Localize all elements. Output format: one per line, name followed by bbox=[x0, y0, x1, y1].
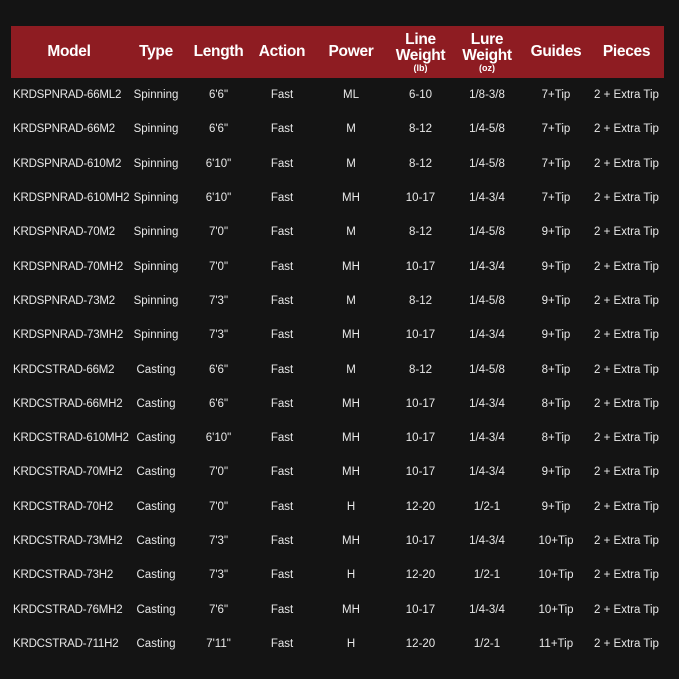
cell-model: KRDSPNRAD-610MH2 bbox=[13, 192, 130, 205]
table-row bbox=[11, 249, 664, 283]
cell-lure-weight: 1/4-5/8 bbox=[469, 123, 505, 136]
cell-power: ML bbox=[343, 89, 359, 102]
cell-lure-weight: 1/4-5/8 bbox=[469, 363, 505, 376]
cell-line-weight: 10-17 bbox=[405, 397, 436, 410]
cell-action: Fast bbox=[270, 363, 294, 376]
cell-length: 7'0" bbox=[208, 260, 229, 273]
cell-line-weight: 8-12 bbox=[408, 294, 433, 307]
cell-line-weight: 10-17 bbox=[405, 466, 436, 479]
cell-lure-weight: 1/4-3/4 bbox=[469, 260, 505, 273]
cell-action: Fast bbox=[270, 226, 294, 239]
cell-power: M bbox=[346, 363, 356, 376]
cell-line-weight: 10-17 bbox=[405, 260, 436, 273]
table-row bbox=[11, 490, 664, 524]
table-row bbox=[11, 78, 664, 112]
table-row bbox=[11, 318, 664, 352]
cell-action: Fast bbox=[270, 157, 294, 170]
table-row bbox=[11, 147, 664, 181]
cell-power: MH bbox=[342, 260, 360, 273]
cell-model: KRDSPNRAD-70MH2 bbox=[13, 260, 124, 273]
cell-lure-weight: 1/4-5/8 bbox=[469, 294, 505, 307]
cell-pieces: 2 + Extra Tip bbox=[594, 89, 659, 102]
cell-pieces: 2 + Extra Tip bbox=[594, 432, 659, 445]
cell-type: Spinning bbox=[133, 157, 179, 170]
cell-guides: 8+Tip bbox=[541, 363, 571, 376]
cell-lure-weight: 1/4-3/4 bbox=[469, 535, 505, 547]
cell-type: Casting bbox=[136, 363, 176, 376]
cell-power: H bbox=[346, 569, 356, 582]
cell-guides: 8+Tip bbox=[541, 397, 571, 410]
cell-model: KRDCSTRAD-73MH2 bbox=[13, 535, 123, 547]
cell-lure-weight: 1/4-3/4 bbox=[469, 603, 505, 616]
cell-power: MH bbox=[342, 603, 360, 616]
cell-length: 6'6" bbox=[208, 397, 229, 410]
cell-length: 7'3" bbox=[208, 329, 229, 342]
table-row bbox=[11, 558, 664, 592]
cell-guides: 8+Tip bbox=[541, 432, 571, 445]
cell-lure-weight: 1/4-3/4 bbox=[469, 432, 505, 445]
cell-model: KRDCSTRAD-711H2 bbox=[13, 637, 119, 650]
cell-guides: 10+Tip bbox=[538, 569, 574, 582]
cell-action: Fast bbox=[270, 89, 294, 102]
cell-action: Fast bbox=[270, 569, 294, 582]
table-header bbox=[11, 26, 664, 78]
cell-guides: 9+Tip bbox=[541, 329, 571, 342]
table-body bbox=[11, 78, 664, 661]
cell-pieces: 2 + Extra Tip bbox=[594, 294, 659, 307]
cell-type: Casting bbox=[136, 535, 176, 547]
table-row bbox=[11, 524, 664, 558]
cell-guides: 9+Tip bbox=[541, 466, 571, 479]
cell-line-weight: 6-10 bbox=[408, 89, 433, 102]
cell-type: Spinning bbox=[133, 226, 179, 239]
cell-action: Fast bbox=[270, 500, 294, 513]
cell-power: H bbox=[346, 500, 356, 513]
cell-power: MH bbox=[342, 397, 360, 410]
cell-pieces: 2 + Extra Tip bbox=[594, 192, 659, 205]
table-row bbox=[11, 352, 664, 386]
cell-model: KRDCSTRAD-66MH2 bbox=[13, 397, 123, 410]
cell-length: 6'6" bbox=[208, 89, 229, 102]
cell-pieces: 2 + Extra Tip bbox=[594, 329, 659, 342]
header-lure-weight bbox=[451, 26, 523, 78]
cell-guides: 7+Tip bbox=[541, 123, 571, 136]
cell-line-weight: 10-17 bbox=[405, 192, 436, 205]
cell-pieces: 2 + Extra Tip bbox=[594, 157, 659, 170]
table-row bbox=[11, 181, 664, 215]
cell-lure-weight: 1/4-3/4 bbox=[469, 397, 505, 410]
cell-line-weight: 8-12 bbox=[408, 226, 433, 239]
header-row bbox=[11, 26, 664, 78]
cell-pieces: 2 + Extra Tip bbox=[594, 466, 659, 479]
cell-power: M bbox=[346, 294, 356, 307]
cell-guides: 7+Tip bbox=[541, 192, 571, 205]
cell-guides: 9+Tip bbox=[541, 260, 571, 273]
table-row bbox=[11, 387, 664, 421]
cell-length: 7'11" bbox=[206, 637, 231, 650]
cell-type: Casting bbox=[136, 603, 176, 616]
cell-model: KRDSPNRAD-66ML2 bbox=[13, 89, 122, 102]
cell-model: KRDSPNRAD-73MH2 bbox=[13, 329, 124, 342]
header-action: Action bbox=[258, 43, 306, 60]
cell-action: Fast bbox=[270, 603, 294, 616]
cell-model: KRDSPNRAD-73M2 bbox=[13, 294, 116, 307]
cell-guides: 11+Tip bbox=[538, 637, 574, 650]
cell-action: Fast bbox=[270, 329, 294, 342]
cell-length: 6'6" bbox=[208, 363, 229, 376]
cell-model: KRDCSTRAD-66M2 bbox=[13, 363, 115, 376]
cell-pieces: 2 + Extra Tip bbox=[594, 500, 659, 513]
cell-lure-weight: 1/8-3/8 bbox=[469, 89, 505, 102]
cell-line-weight: 10-17 bbox=[405, 329, 436, 342]
cell-power: M bbox=[346, 157, 356, 170]
cell-type: Spinning bbox=[133, 123, 179, 136]
cell-action: Fast bbox=[270, 637, 294, 650]
cell-line-weight: 8-12 bbox=[408, 157, 433, 170]
cell-pieces: 2 + Extra Tip bbox=[594, 535, 659, 547]
cell-length: 7'0" bbox=[208, 226, 229, 239]
cell-pieces: 2 + Extra Tip bbox=[594, 637, 659, 650]
cell-lure-weight: 1/2-1 bbox=[473, 500, 501, 513]
cell-type: Casting bbox=[136, 500, 176, 513]
cell-model: KRDSPNRAD-66M2 bbox=[13, 123, 116, 136]
header-line-weight-label: Line Weight bbox=[395, 30, 446, 64]
cell-line-weight: 12-20 bbox=[405, 637, 436, 650]
cell-pieces: 2 + Extra Tip bbox=[594, 569, 659, 582]
table-row bbox=[11, 215, 664, 249]
cell-line-weight: 12-20 bbox=[405, 500, 436, 513]
cell-line-weight: 8-12 bbox=[408, 123, 433, 136]
cell-type: Casting bbox=[136, 466, 176, 479]
cell-lure-weight: 1/4-3/4 bbox=[469, 329, 505, 342]
cell-type: Casting bbox=[136, 637, 176, 650]
cell-guides: 7+Tip bbox=[541, 89, 571, 102]
cell-type: Spinning bbox=[133, 329, 179, 342]
cell-model: KRDSPNRAD-70M2 bbox=[13, 226, 116, 239]
cell-line-weight: 10-17 bbox=[405, 432, 436, 445]
cell-power: H bbox=[346, 637, 356, 650]
cell-action: Fast bbox=[270, 535, 294, 547]
cell-guides: 9+Tip bbox=[541, 500, 571, 513]
cell-guides: 7+Tip bbox=[541, 157, 571, 170]
cell-line-weight: 8-12 bbox=[408, 363, 433, 376]
cell-lure-weight: 1/2-1 bbox=[473, 569, 501, 582]
cell-line-weight: 10-17 bbox=[405, 603, 436, 616]
header-guides: Guides bbox=[530, 43, 582, 60]
table-row bbox=[11, 455, 664, 489]
header-line-weight bbox=[390, 26, 451, 78]
header-pieces: Pieces bbox=[602, 43, 651, 60]
header-type: Type bbox=[139, 43, 173, 60]
rod-spec-table bbox=[11, 26, 664, 661]
table-row bbox=[11, 592, 664, 626]
cell-model: KRDCSTRAD-76MH2 bbox=[13, 603, 123, 616]
cell-action: Fast bbox=[270, 123, 294, 136]
cell-length: 7'3" bbox=[208, 569, 229, 582]
cell-type: Casting bbox=[136, 569, 176, 582]
cell-power: MH bbox=[342, 192, 360, 205]
cell-pieces: 2 + Extra Tip bbox=[594, 397, 659, 410]
cell-action: Fast bbox=[270, 397, 294, 410]
header-power: Power bbox=[328, 43, 374, 60]
cell-action: Fast bbox=[270, 294, 294, 307]
cell-length: 7'3" bbox=[208, 294, 229, 307]
cell-type: Spinning bbox=[133, 294, 179, 307]
header-lure-weight-label: Lure Weight bbox=[462, 30, 512, 64]
header-length: Length bbox=[193, 43, 244, 60]
cell-power: M bbox=[346, 226, 356, 239]
cell-lure-weight: 1/4-5/8 bbox=[469, 157, 505, 170]
cell-pieces: 2 + Extra Tip bbox=[594, 603, 659, 616]
cell-model: KRDCSTRAD-70H2 bbox=[13, 500, 114, 513]
cell-power: MH bbox=[342, 329, 360, 342]
cell-guides: 10+Tip bbox=[538, 603, 574, 616]
cell-power: M bbox=[346, 123, 356, 136]
header-model: Model bbox=[47, 43, 91, 60]
cell-action: Fast bbox=[270, 260, 294, 273]
cell-model: KRDCSTRAD-70MH2 bbox=[13, 466, 123, 479]
cell-guides: 9+Tip bbox=[541, 226, 571, 239]
cell-length: 7'0" bbox=[208, 466, 229, 479]
cell-length: 7'3" bbox=[208, 535, 229, 547]
cell-pieces: 2 + Extra Tip bbox=[594, 123, 659, 136]
cell-action: Fast bbox=[270, 432, 294, 445]
cell-length: 6'6" bbox=[208, 123, 229, 136]
header-line-weight-unit: (lb) bbox=[413, 62, 428, 73]
cell-model: KRDSPNRAD-610M2 bbox=[13, 157, 122, 170]
cell-line-weight: 12-20 bbox=[405, 569, 436, 582]
cell-action: Fast bbox=[270, 192, 294, 205]
cell-lure-weight: 1/4-5/8 bbox=[469, 226, 505, 239]
cell-lure-weight: 1/4-3/4 bbox=[469, 192, 505, 205]
cell-length: 7'0" bbox=[208, 500, 229, 513]
cell-type: Spinning bbox=[133, 89, 179, 102]
cell-type: Casting bbox=[136, 397, 176, 410]
cell-action: Fast bbox=[270, 466, 294, 479]
cell-guides: 9+Tip bbox=[541, 294, 571, 307]
header-lure-weight-unit: (oz) bbox=[479, 62, 495, 73]
cell-length: 6'10" bbox=[205, 157, 232, 170]
cell-model: KRDCSTRAD-73H2 bbox=[13, 569, 114, 582]
cell-lure-weight: 1/4-3/4 bbox=[469, 466, 505, 479]
cell-type: Casting bbox=[136, 432, 176, 445]
cell-pieces: 2 + Extra Tip bbox=[594, 363, 659, 376]
cell-pieces: 2 + Extra Tip bbox=[594, 260, 659, 273]
table-row bbox=[11, 627, 664, 661]
cell-length: 6'10" bbox=[205, 192, 232, 205]
cell-power: MH bbox=[342, 466, 360, 479]
table-row bbox=[11, 112, 664, 146]
cell-power: MH bbox=[342, 432, 360, 445]
cell-lure-weight: 1/2-1 bbox=[473, 637, 501, 650]
cell-model: KRDCSTRAD-610MH2 bbox=[13, 432, 129, 445]
cell-power: MH bbox=[342, 535, 360, 547]
table-row bbox=[11, 421, 664, 455]
cell-line-weight: 10-17 bbox=[405, 535, 436, 547]
cell-type: Spinning bbox=[133, 192, 179, 205]
cell-length: 7'6" bbox=[208, 603, 229, 616]
cell-pieces: 2 + Extra Tip bbox=[594, 226, 659, 239]
cell-guides: 10+Tip bbox=[538, 535, 574, 547]
cell-length: 6'10" bbox=[205, 432, 232, 445]
table-row bbox=[11, 284, 664, 318]
cell-type: Spinning bbox=[133, 260, 179, 273]
